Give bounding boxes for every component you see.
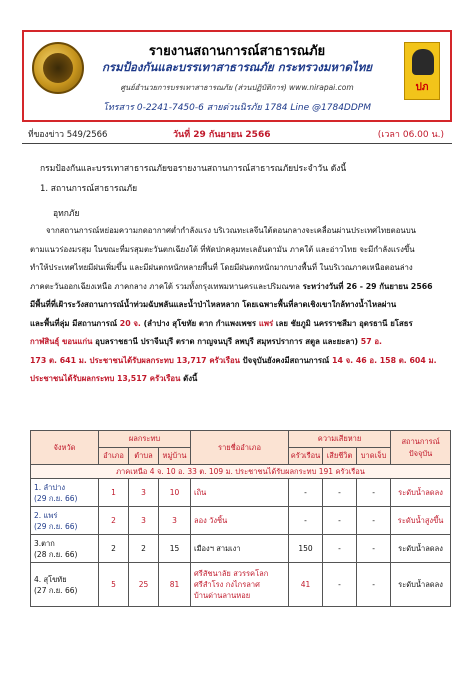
report-number: ที่ของข่าว 549/2566: [28, 130, 108, 140]
reference-line: [28, 127, 448, 141]
col-status: สถานการณ์ ปัจจุบัน: [391, 431, 451, 465]
col-district-names: รายชื่ออำเภอ: [191, 431, 289, 465]
para-line: กาฬสินธุ์ ขอนแก่น อุบลราชธานี ปราจีนบุรี ตราด กาญจนบุรี ลพบุรี สมุทรปราการ สตูล และยะลา) 57 อ.: [30, 337, 382, 346]
report-header: [22, 30, 452, 122]
contact-line: โทรสาร 0-2241-7450-6 สายด่วนนิรภัย 1784 Line @1784DDPM: [103, 103, 371, 113]
hand-icon: [412, 49, 434, 75]
para-line: ตามแนวร่องมรสุม ในขณะที่มรสุมตะวันตกเฉียงใต้ ที่พัดปกคลุมทะเลอันดามัน ภาคใต้ และอ่าวไทย จะมีกำลังแรงขึ้น: [30, 244, 415, 254]
col-deaths: เสียชีวิต: [323, 448, 357, 465]
para-line: มีพื้นที่ที่เฝ้าระวังสถานการณ์น้ำท่วมฉับพลันและน้ำป่าไหลหลาก โดยเฉพาะพื้นที่ลาดเชิงเขาใกล้ทางน้ำไหลผ่าน: [30, 300, 397, 309]
para-line: ภาคตะวันออกเฉียงเหนือ ภาคกลาง ภาคใต้ รวมทั้งกรุงเทพมหานครและปริมณฑล ระหว่างวันที่ 26 - 29 กันยายน 2566: [30, 281, 433, 291]
report-title: รายงานสถานการณ์สาธารณภัย: [148, 44, 326, 59]
para-line: 173 ต. 641 ม. ประชาชนได้รับผลกระทบ 13,717 ครัวเรือน ปัจจุบันยังคงมีสถานการณ์ 14 จ. 46 อ. 158 ต. 604 ม.: [30, 355, 437, 365]
col-village: หมู่บ้าน: [159, 448, 191, 465]
region-summary-row: ภาคเหนือ 4 จ. 10 อ. 33 ต. 109 ม. ประชาชนได้รับผลกระทบ 191 ครัวเรือน: [31, 465, 451, 479]
report-time: (เวลา 06.00 น.): [377, 130, 444, 140]
subsection-heading: อุทกภัย: [53, 209, 80, 219]
ddpm-logo-text: ปภ: [415, 82, 429, 93]
para-line: ทำให้ประเทศไทยมีฝนเพิ่มขึ้น และมีฝนตกหนักหลายพื้นที่ โดยมีฝนตกหนักมากบางพื้นที่ ในบริเวณภาคเหนือตอนล่าง: [30, 263, 413, 272]
para-line: และพื้นที่ลุ่ม มีสถานการณ์ 20 จ. (ลำปาง สุโขทัย ตาก กำแพงเพชร แพร่ เลย ชัยภูมิ นครราชสีมา อุดรธานี ยโสธร: [30, 318, 413, 328]
situation-paragraph: [30, 222, 450, 389]
table-row: 1. ลำปาง (29 ก.ย. 66) 1 3 10 เถิน - - - ระดับน้ำลดลง: [31, 479, 451, 507]
intro-text: กรมป้องกันและบรรเทาสาธารณภัยขอรายงานสถานการณ์สาธารณภัยประจำวัน ดังนี้: [40, 164, 347, 174]
para-line: จากสถานการณ์หย่อมความกดอากาศต่ำกำลังแรง บริเวณทะเลจีนใต้ตอนกลางจะเคลื่อนผ่านประเทศไทยตอนบน: [46, 226, 417, 235]
col-subdistrict: ตำบล: [129, 448, 159, 465]
col-province: จังหวัด: [31, 431, 99, 465]
situation-table: [30, 430, 451, 607]
col-injured: บาดเจ็บ: [357, 448, 391, 465]
col-households: ครัวเรือน: [289, 448, 323, 465]
para-line: ประชาชนได้รับผลกระทบ 13,517 ครัวเรือน ดังนี้: [30, 374, 198, 383]
table-row: 2. แพร่ (29 ก.ย. 66) 2 3 3 ลอง วังชิ้น - - - ระดับน้ำสูงขึ้น: [31, 507, 451, 535]
ddpm-hand-logo: [404, 42, 440, 100]
report-date: วันที่ 29 กันยายน 2566: [173, 130, 271, 140]
department-name: กรมป้องกันและบรรเทาสาธารณภัย กระทรวงมหาดไทย: [101, 60, 373, 74]
table-row: 4. สุโขทัย (27 ก.ย. 66) 5 25 81 ศรีสัชนาลัย สวรรคโลก ศรีสำโรง กงไกรลาศ บ้านด่านลานหอย 41 - - ระดับน้ำลดลง: [31, 563, 451, 607]
table-row: 3.ตาก (28 ก.ย. 66) 2 2 15 เมืองฯ สามเงา 150 - - ระดับน้ำลดลง: [31, 535, 451, 563]
col-district: อำเภอ: [99, 448, 129, 465]
section-heading: 1. สถานการณ์สาธารณภัย: [40, 184, 138, 194]
col-damage: ความเสียหาย: [289, 431, 391, 448]
col-affected: ผลกระทบ: [99, 431, 191, 448]
center-line: ศูนย์อำนวยการบรรเทาสาธารณภัย (ส่วนปฏิบัติการ) www.nirapai.com: [120, 83, 354, 92]
divider: [22, 143, 452, 144]
